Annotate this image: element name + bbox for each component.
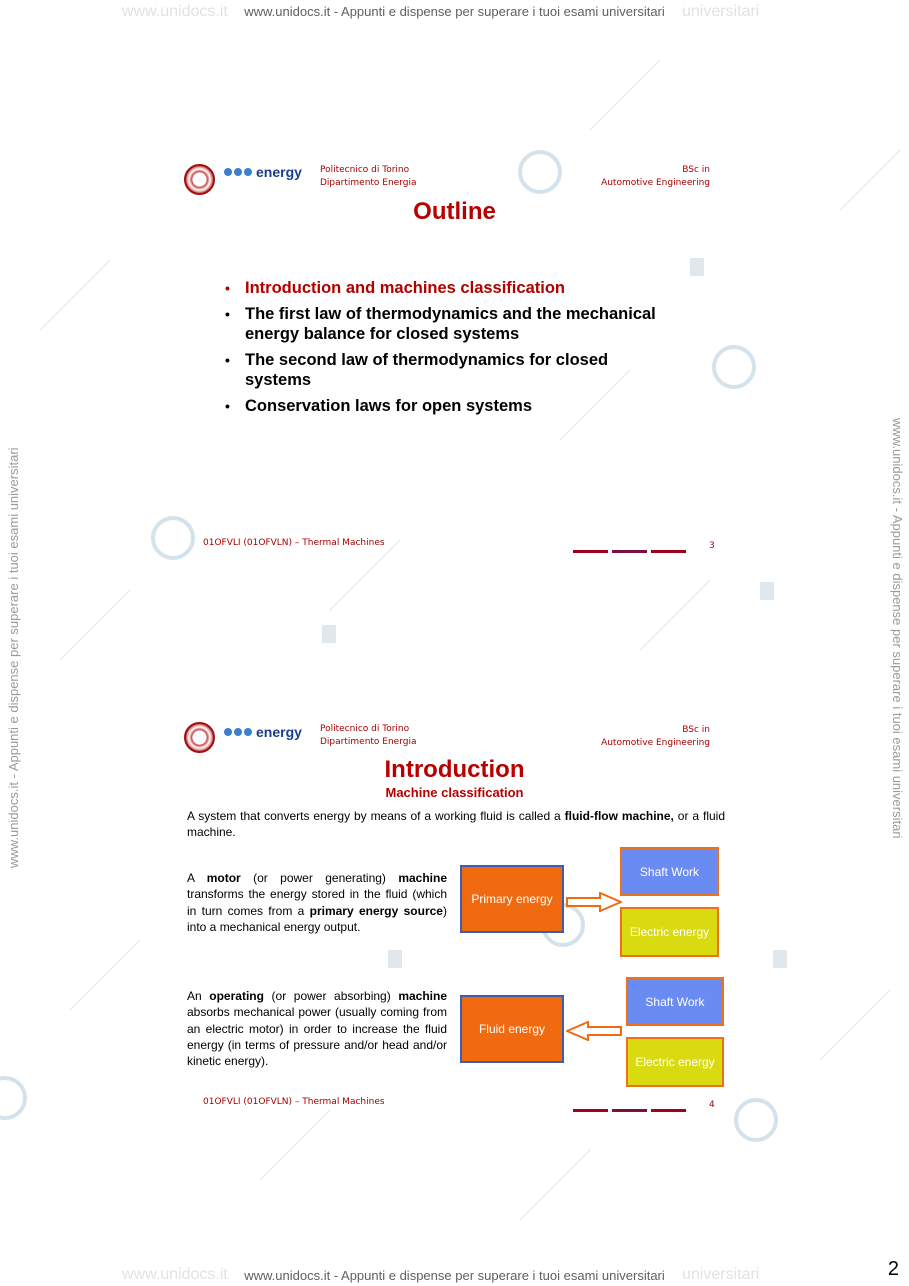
institution-name [320, 723, 417, 749]
watermark-top: www.unidocs.it - Appunti e dispense per superare i tuoi esami universitari [244, 4, 665, 19]
watermark-bottom: www.unidocs.it - Appunti e dispense per superare i tuoi esami universitari [244, 1268, 665, 1283]
institution-line1: Politecnico di Torino [320, 724, 410, 734]
outline-item: • Introduction and machines classification [225, 278, 665, 298]
motor-bold: motor [206, 871, 241, 885]
watermark-ghost-top-left: www.unidocs.it [122, 3, 228, 20]
operating-text: (or power absorbing) [263, 989, 399, 1003]
watermark-ghost-bottom-right: universitari [682, 1266, 760, 1283]
energy-logo-text: energy [256, 164, 302, 180]
program-name [560, 164, 710, 190]
watermark-ghost-top-right: universitari [682, 3, 760, 20]
operating-text: absorbs mechanical power (usually coming from an electric motor) in order to increase the fluid energy (in terms of pressure and/or head and/or kinetic energy). [187, 1005, 447, 1069]
watermark-right: www.unidocs.it - Appunti e dispense per superare i tuoi esami universitari [890, 418, 905, 839]
fluid-energy-box: Fluid energy [460, 995, 564, 1063]
slide-subtitle: Machine classification [385, 785, 524, 800]
program-line2: Automotive Engineering [601, 178, 710, 188]
polito-seal-logo [184, 722, 215, 753]
watermark-ghost-bottom-left: www.unidocs.it [122, 1266, 228, 1283]
energy-logo-text: energy [256, 724, 302, 740]
energy-logo-icon [224, 168, 252, 176]
motor-bold: machine [398, 871, 447, 885]
shaft-work-box: Shaft Work [626, 977, 724, 1026]
institution-line2: Dipartimento Energia [320, 178, 417, 188]
institution-line1: Politecnico di Torino [320, 165, 410, 175]
footer-decoration [573, 550, 686, 553]
intro-text: or a fluid machine. [187, 809, 725, 840]
polito-seal-logo [184, 164, 215, 195]
footer-course: 01OFVLI (01OFVLN) – Thermal Machines [203, 1097, 385, 1107]
left-arrow-icon [566, 1021, 622, 1041]
motor-text: ) into a mechanical energy output. [187, 903, 447, 934]
outline-item: • Conservation laws for open systems [225, 396, 665, 416]
program-line2: Automotive Engineering [601, 738, 710, 748]
watermark-left: www.unidocs.it - Appunti e dispense per superare i tuoi esami universitari [6, 447, 21, 868]
shaft-work-box: Shaft Work [620, 847, 719, 896]
slide-number: 4 [709, 1100, 715, 1110]
institution-line2: Dipartimento Energia [320, 737, 417, 747]
motor-bold: primary energy source [309, 903, 443, 918]
footer-decoration [573, 1109, 686, 1112]
operating-bold: machine [398, 989, 447, 1003]
motor-text: (or power generating) [240, 871, 399, 885]
program-line1: BSc in [682, 725, 710, 735]
program-name [560, 724, 710, 750]
energy-logo-icon [224, 728, 252, 736]
electric-energy-box: Electric energy [620, 907, 719, 957]
outline-item: • The second law of thermodynamics for closed systems [225, 350, 665, 390]
footer-course: 01OFVLI (01OFVLN) – Thermal Machines [203, 538, 385, 548]
operating-bold: operating [209, 989, 264, 1003]
energy-logo [224, 724, 302, 740]
institution-name [320, 164, 417, 190]
program-line1: BSc in [682, 165, 710, 175]
motor-text: transforms the energy stored in the fluid (which in turn comes from a [187, 887, 447, 918]
right-arrow-icon [566, 892, 622, 912]
motor-paragraph [187, 870, 447, 935]
outline-item: • The first law of thermodynamics and the mechanical energy balance for closed systems [225, 304, 665, 344]
slide-title-introduction: Introduction [384, 756, 525, 783]
page-number: 2 [887, 1258, 899, 1280]
electric-energy-box: Electric energy [626, 1037, 724, 1087]
operating-paragraph [187, 988, 447, 1069]
operating-text: An [187, 989, 210, 1003]
intro-bold: fluid-flow machine, [564, 809, 674, 823]
outline-list [225, 278, 665, 422]
energy-logo [224, 164, 302, 180]
motor-text: A [187, 871, 207, 885]
intro-paragraph [187, 808, 725, 841]
slide-title-outline: Outline [413, 198, 496, 225]
slide-number: 3 [709, 541, 715, 551]
primary-energy-box: Primary energy [460, 865, 564, 933]
intro-text: A system that converts energy by means of a working fluid is called a [187, 809, 565, 823]
